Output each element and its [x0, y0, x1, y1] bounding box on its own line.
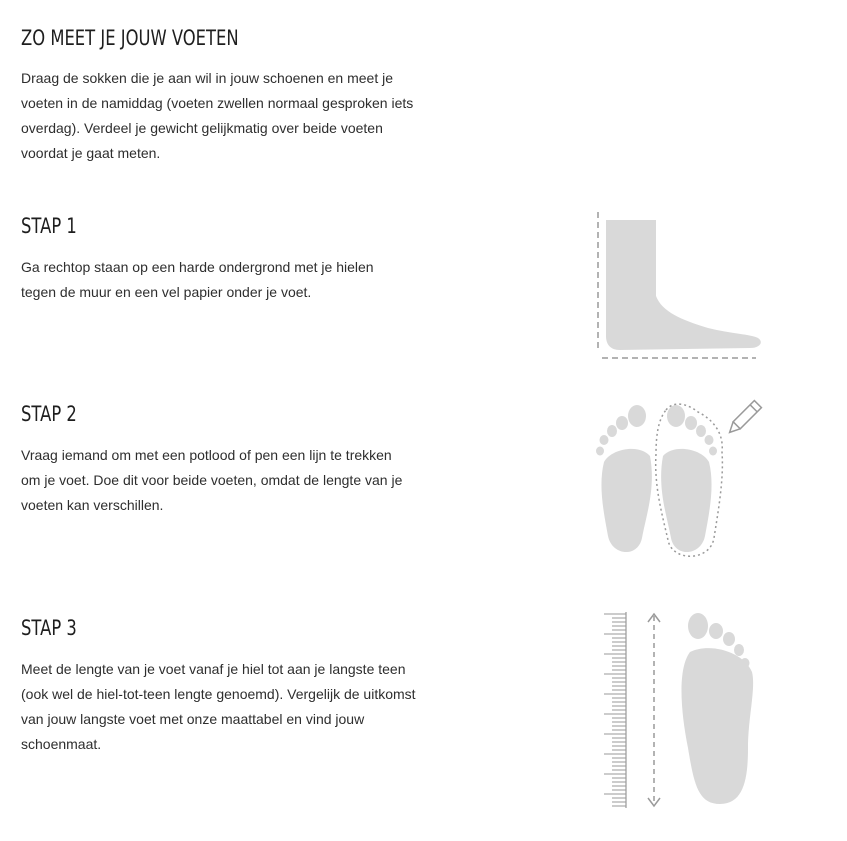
intro-text: Draag de sokken die je aan wil in jouw schoenen en meet je voeten in de namiddag (voeten zwellen normaal gesproken iets overdag). Verdeel je gewicht gelijkmatig over beide voeten voordat je gaat meten. [21, 70, 414, 161]
foot-ruler-icon [594, 608, 764, 812]
page-title: ZO MEET JE JOUW VOETEN [21, 26, 239, 50]
step-2-text: Vraag iemand om met een potlood of pen een lijn te trekken om je voet. Doe dit voor beide voeten, omdat de lengte van je voeten kan verschillen. [21, 447, 403, 513]
step-1-text: Ga rechtop staan op een harde ondergrond met je hielen tegen de muur en een vel papier onder je voet. [21, 259, 374, 300]
feet-outline-pencil-icon [590, 396, 770, 566]
step-2-title: STAP 2 [21, 402, 77, 426]
step-3-text: Meet de lengte van je voet vanaf je hiel tot aan je langste teen (ook wel de hiel-tot-teen lengte genoemd). Vergelijk de uitkomst van jouw langste voet met onze maattabel en vind jouw schoenmaat. [21, 661, 416, 752]
step-1-title: STAP 1 [21, 214, 77, 238]
step-3-title: STAP 3 [21, 616, 77, 640]
foot-side-wall-icon [590, 208, 770, 368]
